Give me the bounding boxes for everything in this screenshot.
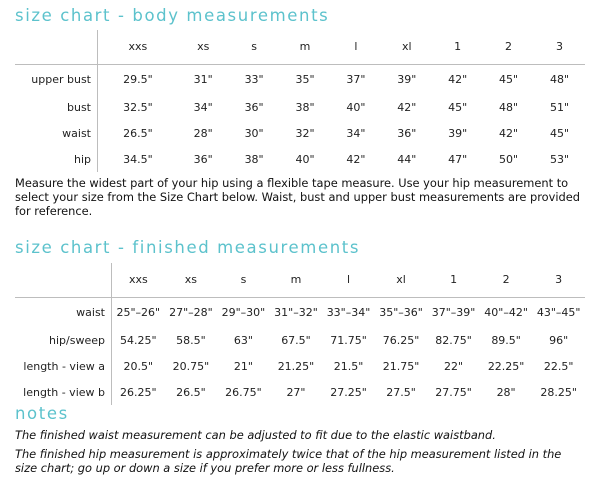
size-column-header: m	[299, 40, 311, 54]
measurement-cell: 29.5"	[98, 64, 178, 94]
measurement-cell: 37"	[330, 64, 381, 94]
size-column-header: xxs	[128, 273, 148, 287]
measurement-cell: 26.25"	[120, 385, 157, 399]
notes-title: notes	[15, 404, 69, 423]
measurement-cell: 42"	[499, 126, 519, 140]
measurement-cell: 22"	[444, 359, 464, 373]
size-column-header: s	[240, 273, 247, 287]
table-row	[15, 379, 585, 405]
measurement-cell: 36"	[193, 152, 213, 166]
table-row	[15, 353, 585, 379]
measurement-cell: 48"	[499, 100, 519, 114]
measurement-cell: 28.25"	[540, 385, 577, 399]
measurement-cell: 47"	[448, 152, 468, 166]
measurement-cell: 82.75"	[435, 333, 472, 347]
size-column-header: s	[251, 40, 257, 54]
measurement-cell: 36"	[397, 126, 417, 140]
size-column-header: xl	[396, 273, 406, 287]
measurement-cell: 38"	[295, 100, 315, 114]
header-corner-cell	[15, 30, 98, 64]
row-label: waist	[15, 120, 98, 146]
measurement-cell: 27"	[286, 385, 306, 399]
size-column-header: xxs	[128, 40, 148, 54]
measurement-cell: 20.75"	[172, 359, 210, 373]
measurement-cell: 26.5"	[176, 385, 206, 399]
measurement-cell: 34.5"	[123, 152, 153, 166]
measurement-cell: 38"	[244, 152, 264, 166]
hip-measure-instructions: Measure the widest part of your hip using a flexible tape measure. Use your hip measurement to select your size from the Size Chart below. Waist, bust and upper bust measurements are provided for reference.	[15, 176, 581, 218]
measurement-cell: 34"	[193, 100, 213, 114]
measurement-cell: 28"	[496, 385, 516, 399]
measurement-cell: 21.5"	[333, 359, 364, 373]
row-label: length - view b	[15, 379, 112, 405]
measurement-cell: 33"	[229, 64, 280, 94]
table-row	[15, 146, 585, 172]
measurement-cell: 30"	[244, 126, 264, 140]
finished-measurements-table	[15, 263, 585, 405]
table-row	[15, 120, 585, 146]
body-measurements-table	[15, 30, 585, 172]
measurement-cell: 37"–39"	[427, 297, 480, 327]
measurement-cell: 27.75"	[435, 385, 472, 399]
measurement-cell: 48"	[534, 64, 585, 94]
row-label: upper bust	[15, 64, 98, 94]
measurement-cell: 27.25"	[330, 385, 367, 399]
measurement-cell: 54.25"	[120, 333, 157, 347]
measurement-cell: 35"–36"	[375, 297, 428, 327]
measurement-cell: 27.5"	[386, 385, 416, 399]
measurement-cell: 43"–45"	[532, 297, 585, 327]
measurement-cell: 42"	[346, 152, 366, 166]
measurement-cell: 26.5"	[123, 126, 153, 140]
size-column-header: 3	[555, 273, 563, 287]
measurement-cell: 89.5"	[491, 333, 521, 347]
measurement-cell: 40"	[295, 152, 315, 166]
size-column-header: 3	[556, 40, 563, 54]
measurement-cell: 21.25"	[277, 359, 315, 373]
measurement-cell: 67.5"	[281, 333, 311, 347]
measurement-cell: 22.5"	[543, 359, 574, 373]
size-column-header: m	[290, 273, 302, 287]
size-column-header: l	[354, 40, 358, 54]
measurement-cell: 40"–42"	[480, 297, 533, 327]
header-corner-cell	[15, 263, 112, 297]
measurement-cell: 44"	[397, 152, 417, 166]
measurement-cell: 31"	[178, 64, 229, 94]
size-column-header: xs	[197, 40, 210, 54]
measurement-cell: 36"	[244, 100, 264, 114]
measurement-cell: 21"	[233, 359, 253, 373]
measurement-cell: 51"	[549, 100, 570, 114]
measurement-cell: 29"–30"	[217, 297, 270, 327]
measurement-cell: 42"	[397, 100, 417, 114]
measurement-cell: 26.75"	[225, 385, 262, 399]
table-header-row	[15, 263, 585, 297]
measurement-cell: 45"	[483, 64, 534, 94]
row-label: waist	[15, 297, 112, 327]
measurement-cell: 40"	[346, 100, 366, 114]
row-label: bust	[15, 94, 98, 120]
measurement-cell: 33"–34"	[322, 297, 375, 327]
measurement-cell: 25"–26"	[112, 297, 165, 327]
row-label: hip/sweep	[15, 327, 112, 353]
measurement-cell: 45"	[549, 126, 570, 140]
finished-measurements-title: size chart - finished measurements	[15, 238, 361, 257]
measurement-cell: 53"	[549, 152, 570, 166]
table-row	[15, 94, 585, 120]
measurement-cell: 63"	[233, 333, 253, 347]
row-label: length - view a	[15, 353, 112, 379]
table-row	[15, 327, 585, 353]
table-row	[15, 64, 585, 94]
measurement-cell: 22.25"	[487, 359, 525, 373]
measurement-cell: 21.75"	[382, 359, 420, 373]
measurement-cell: 50"	[499, 152, 519, 166]
measurement-cell: 39"	[448, 126, 468, 140]
body-measurements-title: size chart - body measurements	[15, 6, 330, 25]
size-column-header: 1	[450, 273, 458, 287]
measurement-cell: 32.5"	[123, 100, 153, 114]
measurement-cell: 32"	[295, 126, 315, 140]
note-waist: The finished waist measurement can be adjusted to fit due to the elastic waistband.	[15, 428, 496, 442]
size-column-header: xs	[184, 273, 198, 287]
measurement-cell: 20.5"	[123, 359, 154, 373]
row-label: hip	[15, 146, 98, 172]
note-hip: The finished hip measurement is approximately twice that of the hip measurement listed in the size chart; go up or down a size if you prefer more or less fullness.	[15, 447, 562, 475]
size-column-header: 2	[505, 40, 513, 54]
size-column-header: 1	[454, 40, 462, 54]
size-column-header: l	[346, 273, 351, 287]
measurement-cell: 45"	[448, 100, 468, 114]
measurement-cell: 71.75"	[330, 333, 367, 347]
measurement-cell: 35"	[280, 64, 331, 94]
measurement-cell: 28"	[193, 126, 213, 140]
measurement-cell: 58.5"	[176, 333, 206, 347]
size-column-header: xl	[401, 40, 412, 54]
table-row	[15, 297, 585, 327]
measurement-cell: 76.25"	[382, 333, 420, 347]
measurement-cell: 27"–28"	[165, 297, 218, 327]
measurement-cell: 34"	[346, 126, 366, 140]
measurement-cell: 96"	[549, 333, 569, 347]
measurement-cell: 39"	[381, 64, 432, 94]
measurement-cell: 42"	[432, 64, 483, 94]
table-header-row	[15, 30, 585, 64]
measurement-cell: 31"–32"	[270, 297, 323, 327]
size-column-header: 2	[502, 273, 510, 287]
